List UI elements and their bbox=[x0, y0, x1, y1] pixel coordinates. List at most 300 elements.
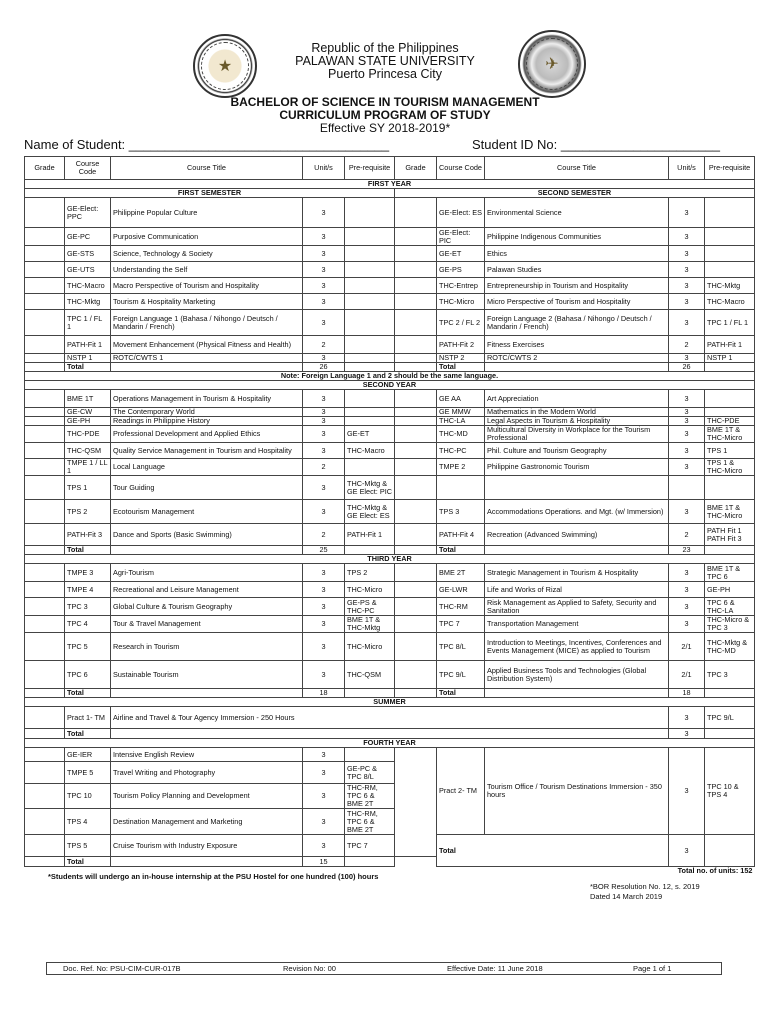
course-code: GE AA bbox=[437, 390, 485, 408]
course-row bbox=[25, 459, 755, 476]
prerequisite: GE-PH bbox=[705, 582, 755, 598]
course-title: Foreign Language 2 (Bahasa / Nihongo / Deutsch / Mandarin / French) bbox=[485, 310, 669, 336]
course-code: Total bbox=[65, 857, 111, 867]
col-grade: Grade bbox=[25, 157, 65, 180]
course-code: TPC 10 bbox=[65, 784, 111, 809]
grade-cell[interactable] bbox=[25, 408, 65, 417]
course-code: PATH-Fit 3 bbox=[65, 524, 111, 546]
course-code: BME 1T bbox=[65, 390, 111, 408]
grade-cell[interactable] bbox=[395, 459, 437, 476]
course-code: GE-IER bbox=[65, 748, 111, 762]
units: 15 bbox=[303, 857, 345, 867]
course-title: Intensive English Review bbox=[111, 748, 303, 762]
course-code: THC-MD bbox=[437, 426, 485, 443]
bor-date: Dated 14 March 2019 bbox=[590, 892, 663, 901]
units: 3 bbox=[669, 246, 705, 262]
grade-cell[interactable] bbox=[25, 310, 65, 336]
grade-cell[interactable] bbox=[25, 390, 65, 408]
course-title: Cruise Tourism with Industry Exposure bbox=[111, 835, 303, 857]
grade-cell[interactable] bbox=[395, 310, 437, 336]
course-code: Total bbox=[65, 363, 111, 372]
course-title: Tourism & Hospitality Marketing bbox=[111, 294, 303, 310]
prerequisite: BME 1T & THC-Micro bbox=[705, 426, 755, 443]
course-row bbox=[25, 748, 755, 762]
course-code: GE-LWR bbox=[437, 582, 485, 598]
course-code: Pract 2- TM bbox=[437, 748, 485, 835]
course-code: GE-Elect: ES bbox=[437, 198, 485, 228]
grade-cell[interactable] bbox=[395, 500, 437, 524]
grade-cell[interactable] bbox=[25, 546, 65, 555]
units: 3 bbox=[303, 417, 345, 426]
course-code: Total bbox=[437, 546, 485, 555]
course-row bbox=[25, 661, 755, 689]
prerequisite: TPS 1 bbox=[705, 443, 755, 459]
course-code: THC-PDE bbox=[65, 426, 111, 443]
grade-cell[interactable] bbox=[25, 661, 65, 689]
course-row bbox=[25, 390, 755, 408]
total-row bbox=[25, 363, 755, 372]
col-prerequisite: Pre-requisite bbox=[345, 157, 395, 180]
course-title: Introduction to Meetings, Incentives, Conferences and Events Management (MICE) as applied to Tourism bbox=[485, 633, 669, 661]
course-title bbox=[485, 476, 669, 500]
section-label: THIRD YEAR bbox=[25, 555, 755, 564]
course-code: GE-PC bbox=[65, 228, 111, 246]
course-title bbox=[485, 546, 669, 555]
total-row bbox=[25, 689, 755, 698]
course-code bbox=[437, 476, 485, 500]
course-code: THC-RM bbox=[437, 598, 485, 616]
prerequisite bbox=[345, 262, 395, 278]
tourism-college-logo: ✈ bbox=[518, 30, 586, 98]
units: 3 bbox=[669, 443, 705, 459]
units: 3 bbox=[669, 417, 705, 426]
units: 3 bbox=[303, 476, 345, 500]
revision-number: Revision No: 00 bbox=[283, 964, 336, 973]
units: 3 bbox=[669, 426, 705, 443]
grade-cell[interactable] bbox=[25, 857, 65, 867]
grade-cell[interactable] bbox=[395, 748, 437, 857]
prerequisite: TPC 1 / FL 1 bbox=[705, 310, 755, 336]
course-title bbox=[111, 857, 303, 867]
units: 3 bbox=[303, 408, 345, 417]
grade-cell[interactable] bbox=[395, 246, 437, 262]
prerequisite: THC-QSM bbox=[345, 661, 395, 689]
units: 3 bbox=[303, 426, 345, 443]
prerequisite: THC-Mktg & GE Elect: PIC bbox=[345, 476, 395, 500]
units: 2/1 bbox=[669, 633, 705, 661]
prerequisite: BME 1T & THC-Mktg bbox=[345, 616, 395, 633]
units: 3 bbox=[669, 707, 705, 729]
grade-cell[interactable] bbox=[395, 198, 437, 228]
course-row bbox=[25, 443, 755, 459]
bor-resolution bbox=[590, 882, 700, 902]
grade-cell[interactable] bbox=[395, 354, 437, 363]
grade-cell[interactable] bbox=[25, 336, 65, 354]
course-code: TMPE 2 bbox=[437, 459, 485, 476]
units: 25 bbox=[303, 546, 345, 555]
grade-cell[interactable] bbox=[395, 616, 437, 633]
grade-cell[interactable] bbox=[395, 633, 437, 661]
prerequisite: GE-PS & THC-PC bbox=[345, 598, 395, 616]
units: 3 bbox=[303, 246, 345, 262]
republic-line: Republic of the Philippines bbox=[311, 41, 459, 55]
grade-cell[interactable] bbox=[395, 582, 437, 598]
prerequisite: TPS 2 bbox=[345, 564, 395, 582]
course-row bbox=[25, 408, 755, 417]
psu-seal-logo: ★ bbox=[193, 34, 257, 98]
grade-cell[interactable] bbox=[25, 729, 65, 739]
course-title: Fitness Exercises bbox=[485, 336, 669, 354]
grade-cell[interactable] bbox=[25, 564, 65, 582]
grade-cell[interactable] bbox=[395, 363, 437, 372]
course-code: BME 2T bbox=[437, 564, 485, 582]
grade-cell[interactable] bbox=[25, 262, 65, 278]
course-title: Legal Aspects in Tourism & Hospitality bbox=[485, 417, 669, 426]
grade-cell[interactable] bbox=[25, 633, 65, 661]
grade-cell[interactable] bbox=[25, 459, 65, 476]
grade-cell[interactable] bbox=[395, 417, 437, 426]
units: 3 bbox=[669, 228, 705, 246]
course-code: Total bbox=[65, 689, 111, 698]
course-row bbox=[25, 476, 755, 500]
course-row bbox=[25, 564, 755, 582]
prerequisite: TPC 7 bbox=[345, 835, 395, 857]
prerequisite: NSTP 1 bbox=[705, 354, 755, 363]
grade-cell[interactable] bbox=[25, 524, 65, 546]
first-semester-label: FIRST SEMESTER bbox=[25, 189, 395, 198]
units bbox=[669, 476, 705, 500]
section-label: Note: Foreign Language 1 and 2 should be the same language. bbox=[25, 372, 755, 381]
course-title: Tour Guiding bbox=[111, 476, 303, 500]
course-title: Entrepreneurship in Tourism and Hospitality bbox=[485, 278, 669, 294]
course-title bbox=[111, 689, 303, 698]
units: 3 bbox=[303, 294, 345, 310]
grade-cell[interactable] bbox=[395, 443, 437, 459]
units: 3 bbox=[669, 459, 705, 476]
document-reference-bar bbox=[46, 962, 722, 975]
grade-cell[interactable] bbox=[395, 524, 437, 546]
course-code: Total bbox=[65, 546, 111, 555]
units: 3 bbox=[303, 633, 345, 661]
course-title bbox=[485, 689, 669, 698]
program-title bbox=[0, 96, 770, 122]
course-code: TMPE 3 bbox=[65, 564, 111, 582]
grade-cell[interactable] bbox=[25, 582, 65, 598]
course-code: THC-LA bbox=[437, 417, 485, 426]
header-row bbox=[25, 157, 755, 180]
units: 3 bbox=[303, 198, 345, 228]
degree-title: BACHELOR OF SCIENCE IN TOURISM MANAGEMENT bbox=[230, 95, 540, 109]
prerequisite: BME 1T & THC-Micro bbox=[705, 500, 755, 524]
units: 3 bbox=[303, 784, 345, 809]
grade-cell[interactable] bbox=[395, 598, 437, 616]
prerequisite bbox=[345, 336, 395, 354]
course-title bbox=[111, 546, 303, 555]
grade-cell[interactable] bbox=[25, 426, 65, 443]
grade-cell[interactable] bbox=[395, 546, 437, 555]
prerequisite: TPC 10 & TPS 4 bbox=[705, 748, 755, 835]
course-code: Total bbox=[437, 363, 485, 372]
course-code: GE-Elect: PIC bbox=[437, 228, 485, 246]
course-code: NSTP 2 bbox=[437, 354, 485, 363]
course-title: ROTC/CWTS 2 bbox=[485, 354, 669, 363]
col-course-title: Course Title bbox=[111, 157, 303, 180]
course-code: TPC 4 bbox=[65, 616, 111, 633]
course-title: Operations Management in Tourism & Hospitality bbox=[111, 390, 303, 408]
units: 23 bbox=[669, 546, 705, 555]
course-code: TPC 1 / FL 1 bbox=[65, 310, 111, 336]
prerequisite bbox=[705, 476, 755, 500]
grade-cell[interactable] bbox=[25, 598, 65, 616]
section-label: FOURTH YEAR bbox=[25, 739, 755, 748]
col-grade: Grade bbox=[395, 157, 437, 180]
grade-cell[interactable] bbox=[395, 390, 437, 408]
course-title: Ethics bbox=[485, 246, 669, 262]
units: 3 bbox=[303, 354, 345, 363]
course-title: Environmental Science bbox=[485, 198, 669, 228]
prerequisite bbox=[345, 294, 395, 310]
grade-cell[interactable] bbox=[395, 336, 437, 354]
units: 3 bbox=[669, 262, 705, 278]
course-row bbox=[25, 417, 755, 426]
grade-cell[interactable] bbox=[25, 500, 65, 524]
student-id-field[interactable]: Student ID No: ______________________ bbox=[472, 137, 720, 152]
grade-cell[interactable] bbox=[25, 689, 65, 698]
course-title: Destination Management and Marketing bbox=[111, 809, 303, 835]
course-title: Accommodations Operations. and Mgt. (w/ Immersion) bbox=[485, 500, 669, 524]
prerequisite: TPC 3 bbox=[705, 661, 755, 689]
grade-cell[interactable] bbox=[395, 564, 437, 582]
grade-cell[interactable] bbox=[25, 246, 65, 262]
course-code: GE-PS bbox=[437, 262, 485, 278]
course-code: THC-Macro bbox=[65, 278, 111, 294]
course-row bbox=[25, 228, 755, 246]
course-code: NSTP 1 bbox=[65, 354, 111, 363]
units: 3 bbox=[669, 729, 705, 739]
course-title: Philippine Gastronomic Tourism bbox=[485, 459, 669, 476]
grade-cell[interactable] bbox=[395, 476, 437, 500]
units: 2 bbox=[303, 336, 345, 354]
grade-cell[interactable] bbox=[25, 294, 65, 310]
grade-cell[interactable] bbox=[25, 784, 65, 809]
course-title: Art Appreciation bbox=[485, 390, 669, 408]
student-name-field[interactable]: Name of Student: ____________________________________ bbox=[24, 137, 390, 152]
prerequisite: GE-PC & TPC 8/L bbox=[345, 762, 395, 784]
grade-cell[interactable] bbox=[25, 835, 65, 857]
grade-cell[interactable] bbox=[25, 616, 65, 633]
course-code: PATH-Fit 4 bbox=[437, 524, 485, 546]
units: 3 bbox=[669, 390, 705, 408]
course-row bbox=[25, 729, 755, 739]
prerequisite: PATH Fit 1 PATH Fit 3 bbox=[705, 524, 755, 546]
course-code: TPC 5 bbox=[65, 633, 111, 661]
prerequisite bbox=[345, 278, 395, 294]
grade-cell[interactable] bbox=[395, 426, 437, 443]
curriculum-table bbox=[24, 156, 755, 875]
units: 2 bbox=[669, 336, 705, 354]
grade-cell[interactable] bbox=[25, 354, 65, 363]
prerequisite bbox=[345, 748, 395, 762]
course-title: Philippine Indigenous Communities bbox=[485, 228, 669, 246]
course-title: Transportation Management bbox=[485, 616, 669, 633]
col-course-code: Course Code bbox=[65, 157, 111, 180]
col-course-title: Course Title bbox=[485, 157, 669, 180]
grade-cell[interactable] bbox=[395, 294, 437, 310]
course-title: Dance and Sports (Basic Swimming) bbox=[111, 524, 303, 546]
course-title: Sustainable Tourism bbox=[111, 661, 303, 689]
course-code: TPC 6 bbox=[65, 661, 111, 689]
prerequisite: THC-Micro bbox=[345, 582, 395, 598]
year-band bbox=[25, 180, 755, 189]
prerequisite bbox=[345, 459, 395, 476]
course-title: The Contemporary World bbox=[111, 408, 303, 417]
grade-cell[interactable] bbox=[25, 443, 65, 459]
course-row bbox=[25, 262, 755, 278]
course-code: THC-QSM bbox=[65, 443, 111, 459]
units: 3 bbox=[303, 228, 345, 246]
course-code: TPC 3 bbox=[65, 598, 111, 616]
prerequisite bbox=[705, 390, 755, 408]
course-title: Tourism Policy Planning and Development bbox=[111, 784, 303, 809]
grade-cell[interactable] bbox=[25, 809, 65, 835]
course-code: TPS 2 bbox=[65, 500, 111, 524]
grade-cell[interactable] bbox=[395, 689, 437, 698]
course-title: ROTC/CWTS 1 bbox=[111, 354, 303, 363]
year-band bbox=[25, 739, 755, 748]
course-row bbox=[25, 294, 755, 310]
prerequisite bbox=[705, 546, 755, 555]
prerequisite: THC-RM, TPC 6 & BME 2T bbox=[345, 809, 395, 835]
prerequisite bbox=[345, 689, 395, 698]
prerequisite bbox=[345, 246, 395, 262]
course-code: GE-Elect: PPC bbox=[65, 198, 111, 228]
course-title: Quality Service Management in Tourism and Hospitality bbox=[111, 443, 303, 459]
prerequisite: TPC 9/L bbox=[705, 707, 755, 729]
course-title: Foreign Language 1 (Bahasa / Nihongo / Deutsch / Mandarin / French) bbox=[111, 310, 303, 336]
prerequisite bbox=[705, 246, 755, 262]
units: 3 bbox=[669, 598, 705, 616]
course-code: GE MMW bbox=[437, 408, 485, 417]
units: 18 bbox=[669, 689, 705, 698]
course-title: Strategic Management in Tourism & Hospitality bbox=[485, 564, 669, 582]
units: 3 bbox=[303, 661, 345, 689]
prerequisite: TPC 6 & THC-LA bbox=[705, 598, 755, 616]
units: 2 bbox=[303, 524, 345, 546]
grade-cell[interactable] bbox=[25, 228, 65, 246]
col-units: Unit/s bbox=[303, 157, 345, 180]
course-title: Micro Perspective of Tourism and Hospitality bbox=[485, 294, 669, 310]
prerequisite bbox=[705, 262, 755, 278]
effective-sy: Effective SY 2018-2019* bbox=[319, 121, 451, 135]
course-code: Pract 1- TM bbox=[65, 707, 111, 729]
course-row bbox=[25, 336, 755, 354]
col-course-code: Course Code bbox=[437, 157, 485, 180]
prerequisite bbox=[345, 198, 395, 228]
second-semester-label: SECOND SEMESTER bbox=[395, 189, 755, 198]
prerequisite: THC-Mktg bbox=[705, 278, 755, 294]
student-info-row bbox=[24, 137, 754, 152]
units: 3 bbox=[669, 582, 705, 598]
units: 3 bbox=[669, 294, 705, 310]
units: 2/1 bbox=[669, 661, 705, 689]
note-band bbox=[25, 372, 755, 381]
grade-cell[interactable] bbox=[25, 363, 65, 372]
units: 26 bbox=[303, 363, 345, 372]
prerequisite bbox=[345, 417, 395, 426]
course-title: Professional Development and Applied Ethics bbox=[111, 426, 303, 443]
total-units: Total no. of units: 152 bbox=[677, 866, 753, 875]
course-title bbox=[485, 363, 669, 372]
section-label: SECOND YEAR bbox=[25, 381, 755, 390]
prerequisite bbox=[345, 310, 395, 336]
course-title: Readings in Philippine History bbox=[111, 417, 303, 426]
units: 3 bbox=[303, 500, 345, 524]
grade-cell[interactable] bbox=[25, 278, 65, 294]
grade-cell[interactable] bbox=[25, 476, 65, 500]
units: 3 bbox=[669, 564, 705, 582]
internship-footnote: *Students will undergo an in-house internship at the PSU Hostel for one hundred (100) hours bbox=[48, 872, 379, 881]
prerequisite bbox=[345, 390, 395, 408]
course-row bbox=[25, 278, 755, 294]
course-title bbox=[111, 363, 303, 372]
course-code: GE-CW bbox=[65, 408, 111, 417]
section-label: SUMMER bbox=[25, 698, 755, 707]
prerequisite: BME 1T & TPC 6 bbox=[705, 564, 755, 582]
grade-cell[interactable] bbox=[25, 748, 65, 762]
prerequisite: THC-Macro bbox=[705, 294, 755, 310]
year-band bbox=[25, 698, 755, 707]
year-band bbox=[25, 381, 755, 390]
grade-cell[interactable] bbox=[395, 408, 437, 417]
prerequisite bbox=[705, 198, 755, 228]
units: 3 bbox=[669, 278, 705, 294]
units: 3 bbox=[669, 310, 705, 336]
units: 3 bbox=[303, 809, 345, 835]
grade-cell[interactable] bbox=[395, 661, 437, 689]
grade-cell[interactable] bbox=[395, 278, 437, 294]
units: 3 bbox=[303, 582, 345, 598]
course-title: Tour & Travel Management bbox=[111, 616, 303, 633]
section-label: FIRST YEAR bbox=[25, 180, 755, 189]
grade-cell[interactable] bbox=[25, 198, 65, 228]
grade-cell[interactable] bbox=[395, 262, 437, 278]
course-row bbox=[25, 246, 755, 262]
course-title: Tourism Office / Tourism Destinations Immersion - 350 hours bbox=[485, 748, 669, 835]
units: 3 bbox=[669, 835, 705, 867]
curriculum-title: CURRICULUM PROGRAM OF STUDY bbox=[279, 108, 491, 122]
course-row bbox=[25, 198, 755, 228]
grade-cell[interactable] bbox=[25, 417, 65, 426]
course-title bbox=[111, 729, 669, 739]
course-row bbox=[25, 598, 755, 616]
units: 18 bbox=[303, 689, 345, 698]
grade-cell[interactable] bbox=[395, 228, 437, 246]
grade-cell[interactable] bbox=[25, 762, 65, 784]
course-title: Movement Enhancement (Physical Fitness and Health) bbox=[111, 336, 303, 354]
units: 3 bbox=[303, 598, 345, 616]
course-row bbox=[25, 426, 755, 443]
prerequisite: THC-Mktg & GE Elect: ES bbox=[345, 500, 395, 524]
col-prerequisite: Pre-requisite bbox=[705, 157, 755, 180]
grade-cell[interactable] bbox=[25, 707, 65, 729]
course-title: Agri-Tourism bbox=[111, 564, 303, 582]
course-title: Airline and Travel & Tour Agency Immersion - 250 Hours bbox=[111, 707, 669, 729]
course-row bbox=[25, 707, 755, 729]
course-code: THC-Mktg bbox=[65, 294, 111, 310]
course-code: TPS 1 bbox=[65, 476, 111, 500]
prerequisite bbox=[705, 689, 755, 698]
effective-date: Effective Date: 11 June 2018 bbox=[447, 964, 543, 973]
